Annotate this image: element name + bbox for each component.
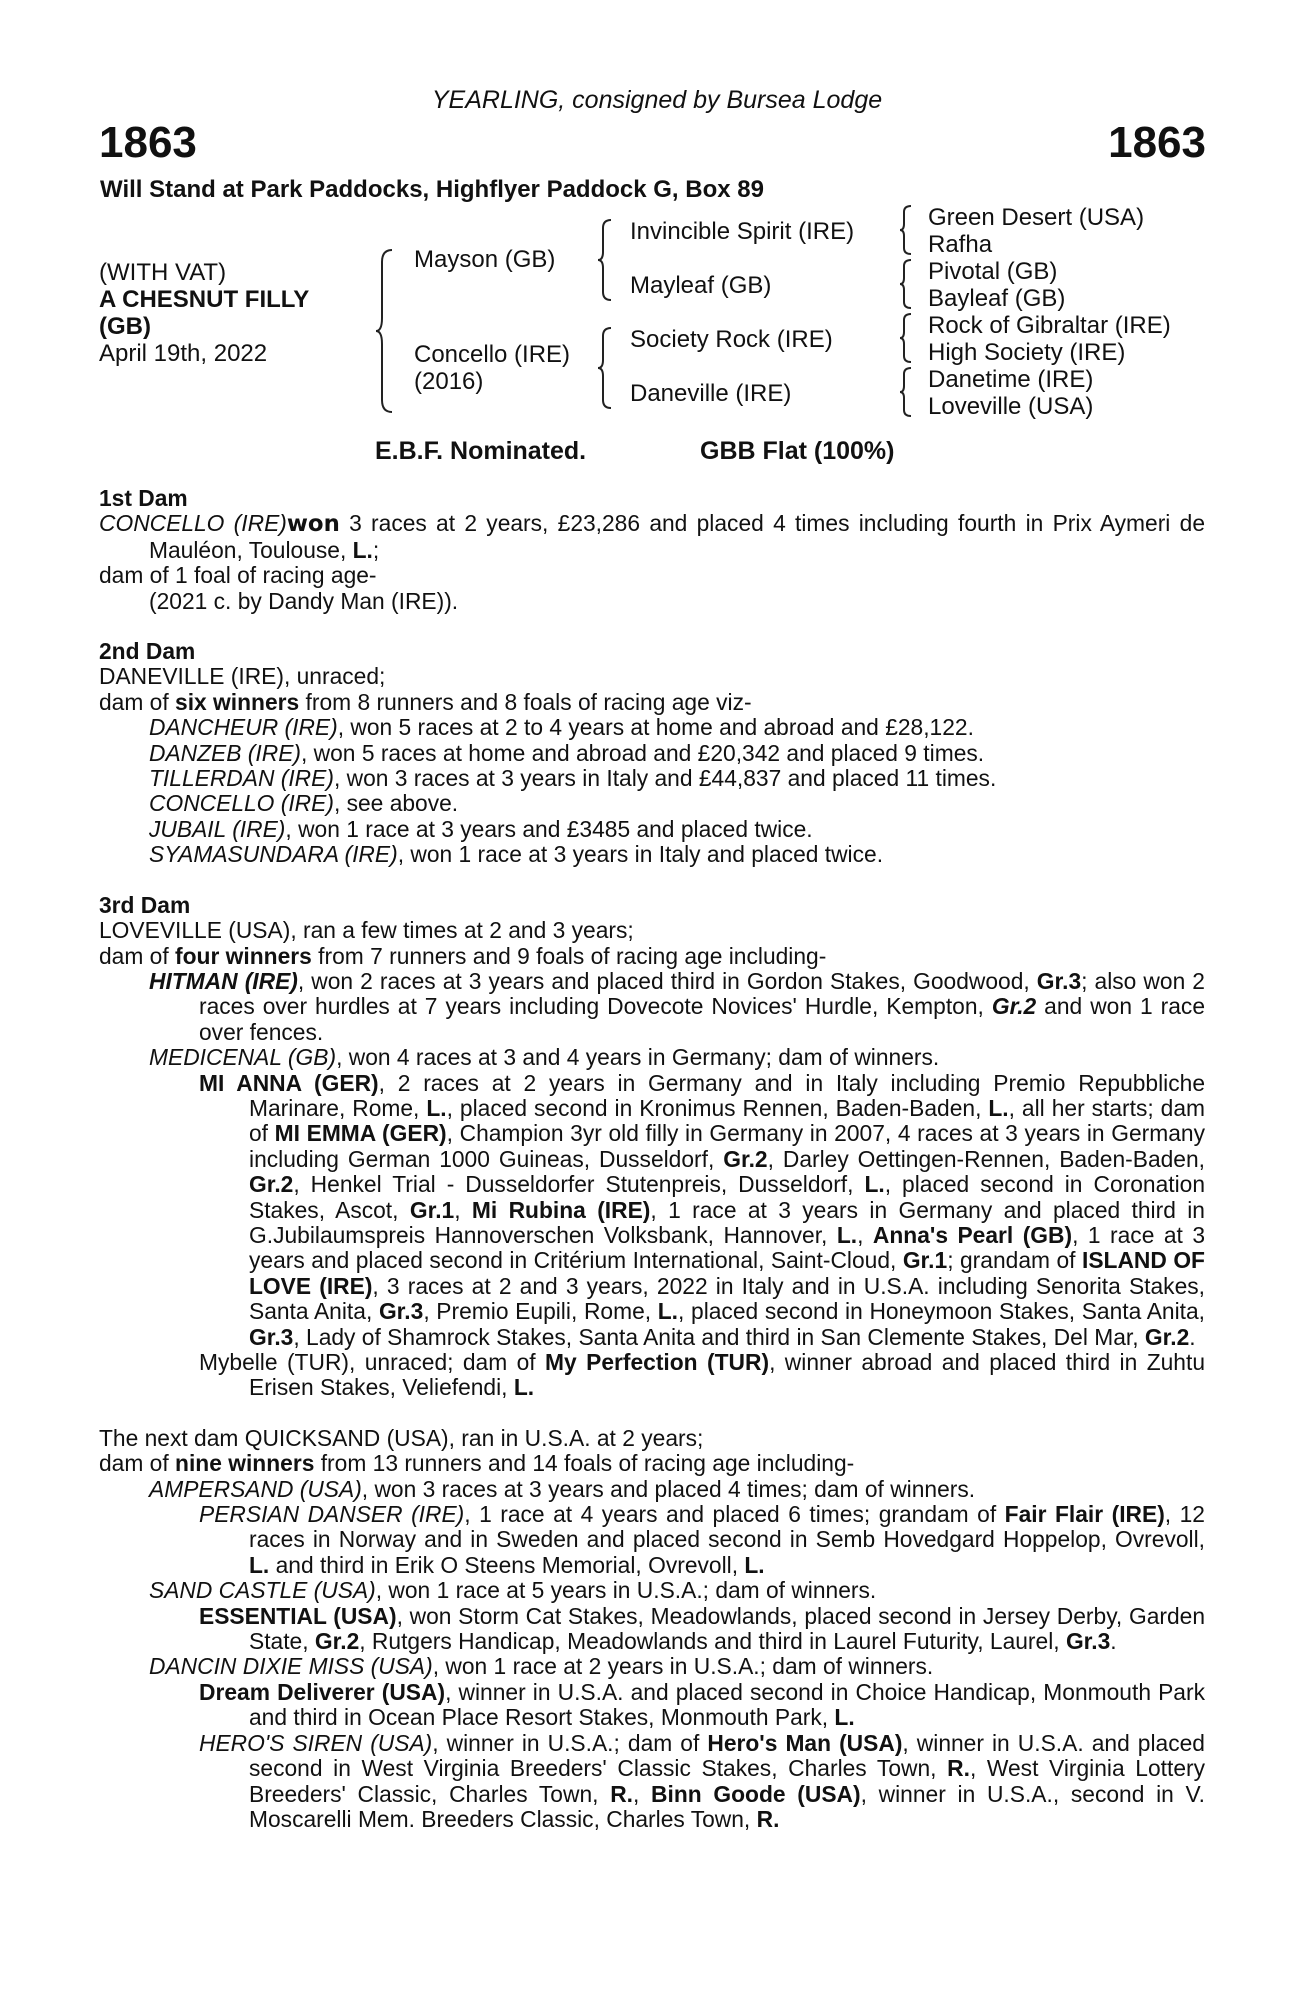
sire-name: Mayson (GB) <box>414 246 556 273</box>
progeny-name: CONCELLO (IRE) <box>149 790 334 817</box>
text: from 7 runners and 9 foals of racing age including- <box>311 942 827 969</box>
sds: Pivotal (GB) <box>928 258 1058 285</box>
pedigree-brace-sd <box>898 258 914 310</box>
listed-mark: L. <box>744 1551 765 1578</box>
progeny-text: , won 5 races at 2 to 4 years at home and abroad and £28,122. <box>337 714 974 741</box>
lot-number-right: 1863 <box>1108 118 1206 167</box>
progeny-text: , 3 races at 2 and 3 years, 2022 in Italy and in U.S.A. including Senorita Stakes, Santa Anita, <box>249 1272 1205 1325</box>
progeny-text: , placed second in Coronation Stakes, Ascot, <box>249 1171 1206 1223</box>
pedigree-brace-main <box>374 248 396 414</box>
group-mark: Gr.2 <box>314 1628 360 1655</box>
group-mark: Gr.2 <box>249 1171 294 1198</box>
progeny-text: , see above. <box>333 790 459 817</box>
progeny-text: , 1 race at 4 years and placed 6 times; grandam of <box>464 1501 1005 1528</box>
progeny-name: DANCIN DIXIE MISS (USA) <box>149 1653 433 1680</box>
dam-name-text: CONCELLO (IRE) <box>99 510 287 537</box>
progeny-text: , 1 race at 3 years and placed second in Critérium International, Saint-Cloud, <box>249 1221 1205 1274</box>
group-mark: Gr.3 <box>1036 967 1082 994</box>
progeny-item <box>99 1477 1205 1502</box>
progeny-name: MI ANNA (GER) <box>199 1069 379 1096</box>
progeny-text: and won 1 race over fences. <box>199 993 1205 1045</box>
catalogue-subtitle: YEARLING, consigned by Bursea Lodge <box>431 86 883 114</box>
ssd: Rafha <box>928 231 993 258</box>
progeny-name: PERSIAN DANSER (IRE) <box>199 1501 465 1528</box>
sss: Green Desert (USA) <box>928 204 1145 231</box>
group-mark: Gr.2 <box>991 993 1037 1020</box>
progeny-text: , 2 races at 2 years in Germany and in Italy including Premio Repubbliche Marinare, Rome, <box>249 1069 1205 1121</box>
first-dam-record <box>99 511 1205 563</box>
listed-mark: L. <box>657 1298 679 1325</box>
progeny-text: ; grandam of <box>947 1247 1082 1274</box>
progeny-text: , Champion 3yr old filly in Germany in 2007, 4 races at 3 years in Germany including German 1000 Guineas, Dusseldorf, <box>249 1120 1205 1172</box>
ddd: Loveville (USA) <box>928 393 1094 420</box>
progeny-text: ; also won 2 races over hurdles at 7 years including Dovecote Novices' Hurdle, Kempton, <box>199 967 1205 1020</box>
gbb-flat: GBB Flat (100%) <box>700 437 895 465</box>
progeny-item <box>99 741 1205 766</box>
progeny-item <box>99 766 1205 791</box>
winners-count: nine winners <box>175 1450 315 1477</box>
progeny-item <box>199 1731 1205 1833</box>
progeny-item <box>99 1654 1205 1679</box>
progeny-item <box>99 817 1205 842</box>
ebf-nominated: E.B.F. Nominated. <box>375 437 587 465</box>
progeny-name: DANZEB (IRE) <box>149 739 301 766</box>
progeny-name: TILLERDAN (IRE) <box>149 765 334 792</box>
progeny-name: HITMAN (IRE) <box>149 967 298 994</box>
progeny-item <box>199 1680 1205 1731</box>
lot-number-left: 1863 <box>99 118 197 167</box>
group-mark: Gr.3 <box>378 1298 424 1325</box>
sire-dam: Mayleaf (GB) <box>630 272 772 299</box>
text: from 13 runners and 14 foals of racing age including- <box>314 1450 855 1477</box>
progeny-name: Hero's Man (USA) <box>707 1729 903 1756</box>
progeny-text: , <box>454 1196 472 1223</box>
won-text: won <box>286 511 340 538</box>
progeny-text: , won 3 races at 3 years in Italy and £44,837 and placed 11 times. <box>333 765 997 792</box>
progeny-name: MEDICENAL (GB) <box>149 1044 337 1071</box>
listed-mark: L. <box>864 1171 885 1198</box>
progeny-name: ESSENTIAL (USA) <box>199 1602 397 1629</box>
listed-mark: L. <box>249 1551 270 1578</box>
third-dam-heading: 3rd Dam <box>99 891 191 918</box>
progeny-text: , 1 race at 3 years in Germany and placed third in G.Jubilaumspreis Hannoverschen Volksbank, Hannover, <box>249 1196 1205 1248</box>
progeny-item <box>149 969 1205 1045</box>
progeny-name: SYAMASUNDARA (IRE) <box>149 841 398 868</box>
listed-mark: L. <box>352 536 373 563</box>
produce-record <box>99 486 1205 1832</box>
progeny-text: . <box>1110 1628 1117 1655</box>
group-mark: Gr.3 <box>1065 1628 1111 1655</box>
progeny-text: , Premio Eupili, Rome, <box>423 1298 658 1325</box>
progeny-text: and third in Erik O Steens Memorial, Ovrevoll, <box>269 1551 745 1578</box>
restricted-mark: R. <box>756 1805 780 1832</box>
second-dam-heading: 2nd Dam <box>99 638 196 665</box>
listed-mark: L. <box>426 1094 447 1121</box>
first-dam-produce: dam of 1 foal of racing age- <box>99 562 377 589</box>
winners-count: six winners <box>175 688 300 715</box>
sdd: Bayleaf (GB) <box>928 285 1066 312</box>
progeny-name: ISLAND OF LOVE (IRE) <box>249 1247 1205 1299</box>
progeny-text: , won 4 races at 3 and 4 years in Germany; dam of winners. <box>336 1044 940 1071</box>
stand-location: Will Stand at Park Paddocks, Highflyer Paddock G, Box 89 <box>100 176 764 203</box>
progeny-text: , won 5 races at home and abroad and £20,342 and placed 9 times. <box>301 739 985 766</box>
progeny-text: . <box>1189 1323 1196 1350</box>
progeny-text: , won 1 race at 2 years in U.S.A.; dam of winners. <box>432 1653 934 1680</box>
pedigree-brace-ds <box>898 312 914 364</box>
progeny-text: , won Storm Cat Stakes, Meadowlands, placed second in Jersey Derby, Garden State, <box>249 1602 1205 1655</box>
winners-count: four winners <box>175 942 312 969</box>
text: dam of <box>99 688 176 715</box>
progeny-name: DANCHEUR (IRE) <box>149 714 338 741</box>
pedigree-brace-sire <box>596 218 614 302</box>
progeny-name: Binn Goode (USA) <box>651 1780 861 1807</box>
dam-dam: Daneville (IRE) <box>630 380 792 407</box>
progeny-name: Fair Flair (IRE) <box>1004 1501 1165 1528</box>
text: dam of <box>99 1450 176 1477</box>
progeny-text: , West Virginia Lottery Breeders' Classic, Charles Town, <box>249 1755 1205 1807</box>
progeny-text: , won 3 races at 3 years and placed 4 times; dam of winners. <box>361 1475 976 1502</box>
first-dam-foal: (2021 c. by Dandy Man (IRE)). <box>149 587 459 614</box>
progeny-text: , won 1 race at 5 years in U.S.A.; dam of winners. <box>375 1577 877 1604</box>
progeny-text: , winner in U.S.A., second in V. Moscarelli Mem. Breeders Classic, Charles Town, <box>249 1780 1205 1832</box>
progeny-text: , winner abroad and placed third in Zuhtu Erisen Stakes, Veliefendi, <box>249 1349 1205 1401</box>
progeny-item <box>99 1045 1205 1070</box>
next-dam-produce <box>99 1451 1205 1476</box>
progeny-text: , <box>857 1221 873 1248</box>
group-mark: Gr.1 <box>409 1196 455 1223</box>
listed-mark: L. <box>513 1374 535 1401</box>
first-dam-heading: 1st Dam <box>99 485 188 511</box>
horse-vat: (WITH VAT) <box>99 259 227 286</box>
progeny-text: , <box>633 1780 652 1807</box>
progeny-item <box>199 1071 1205 1350</box>
progeny-text: , winner in U.S.A. and placed second in Choice Handicap, Monmouth Park and third in Ocean Place Resort Stakes, Monmouth Park, <box>249 1678 1205 1731</box>
horse-dob: April 19th, 2022 <box>99 340 268 367</box>
progeny-text: , Henkel Trial - Dusseldorfer Stutenpreis, Dusseldorf, <box>293 1171 865 1198</box>
third-dam-produce <box>99 944 1205 969</box>
progeny-name: Dream Deliverer (USA) <box>199 1678 446 1705</box>
dsd: High Society (IRE) <box>928 339 1126 366</box>
second-dam-line: DANEVILLE (IRE), unraced; <box>99 663 386 690</box>
progeny-name: MI EMMA (GER) <box>274 1120 447 1147</box>
sire-sire: Invincible Spirit (IRE) <box>630 218 855 245</box>
progeny-item <box>99 1578 1205 1603</box>
restricted-mark: R. <box>947 1755 970 1782</box>
progeny-text: , placed second in Kronimus Rennen, Baden-Baden, <box>446 1094 989 1121</box>
progeny-text: , winner in U.S.A. and placed second in West Virginia Breeders' Classic Stakes, Charles Town, <box>249 1729 1205 1782</box>
progeny-text: , won 2 races at 3 years and placed third in Gordon Stakes, Goodwood, <box>297 967 1037 994</box>
progeny-name: JUBAIL (IRE) <box>149 815 286 842</box>
third-dam-line: LOVEVILLE (USA), ran a few times at 2 and 3 years; <box>99 917 634 944</box>
progeny-name: HERO'S SIREN (USA) <box>199 1729 433 1756</box>
text: from 8 runners and 8 foals of racing age viz- <box>299 688 752 715</box>
progeny-text: , Rutgers Handicap, Meadowlands and third in Laurel Futurity, Laurel, <box>359 1628 1066 1655</box>
dds: Danetime (IRE) <box>928 366 1094 393</box>
progeny-text: , 12 races in Norway and in Sweden and placed second in Semb Hovedgard Hoppelop, Ovrevoll, <box>249 1501 1205 1553</box>
dss: Rock of Gibraltar (IRE) <box>928 312 1171 339</box>
text: dam of <box>99 942 176 969</box>
progeny-text: , won 1 race at 3 years in Italy and placed twice. <box>397 841 884 868</box>
progeny-name: Anna's Pearl (GB) <box>872 1221 1073 1248</box>
listed-mark: L. <box>836 1221 858 1248</box>
group-mark: Gr.1 <box>902 1247 948 1274</box>
progeny-item <box>99 715 1205 740</box>
listed-mark: L. <box>834 1704 855 1731</box>
progeny-text: Mybelle (TUR), unraced; dam of <box>199 1349 546 1375</box>
pedigree-brace-dd <box>898 366 914 418</box>
listed-mark: L. <box>988 1094 1009 1121</box>
progeny-text: , placed second in Honeymoon Stakes, Santa Anita, <box>678 1298 1205 1325</box>
next-dam-line: The next dam QUICKSAND (USA), ran in U.S.A. at 2 years; <box>99 1424 704 1451</box>
second-dam-produce <box>99 690 1205 715</box>
progeny-text: , winner in U.S.A.; dam of <box>432 1729 708 1756</box>
progeny-name: Mi Rubina (IRE) <box>471 1196 651 1223</box>
record-text: ; <box>372 536 380 563</box>
progeny-name: AMPERSAND (USA) <box>149 1475 362 1502</box>
progeny-item <box>199 1502 1205 1578</box>
record-text: 3 races at 2 years, £23,286 and placed 4 times including fourth in Prix Aymeri de Mauléon, Toulouse, <box>149 510 1205 563</box>
progeny-name: SAND CASTLE (USA) <box>149 1577 376 1604</box>
horse-name-suffix: (GB) <box>99 313 151 340</box>
progeny-item <box>199 1604 1205 1655</box>
dam-year: (2016) <box>414 368 484 395</box>
progeny-item <box>99 791 1205 816</box>
progeny-text: , won 1 race at 3 years and £3485 and placed twice. <box>285 815 813 842</box>
restricted-mark: R. <box>610 1780 633 1807</box>
progeny-text: , all her starts; dam of <box>249 1094 1205 1147</box>
group-mark: Gr.2 <box>723 1145 768 1172</box>
progeny-text: , Lady of Shamrock Stakes, Santa Anita and third in San Clemente Stakes, Del Mar, <box>293 1323 1145 1350</box>
pedigree-brace-dam <box>596 326 614 410</box>
dam-sire: Society Rock (IRE) <box>630 326 833 353</box>
pedigree-brace-ss <box>898 204 914 256</box>
dam-name: Concello (IRE) <box>414 341 571 368</box>
group-mark: Gr.2 <box>1144 1323 1190 1350</box>
progeny-item <box>199 1350 1205 1401</box>
horse-name: A CHESNUT FILLY <box>99 286 310 313</box>
progeny-item <box>99 842 1205 867</box>
group-mark: Gr.3 <box>249 1323 294 1350</box>
progeny-name: My Perfection (TUR) <box>545 1349 770 1375</box>
progeny-text: , Darley Oettingen-Rennen, Baden-Baden, <box>767 1145 1205 1172</box>
